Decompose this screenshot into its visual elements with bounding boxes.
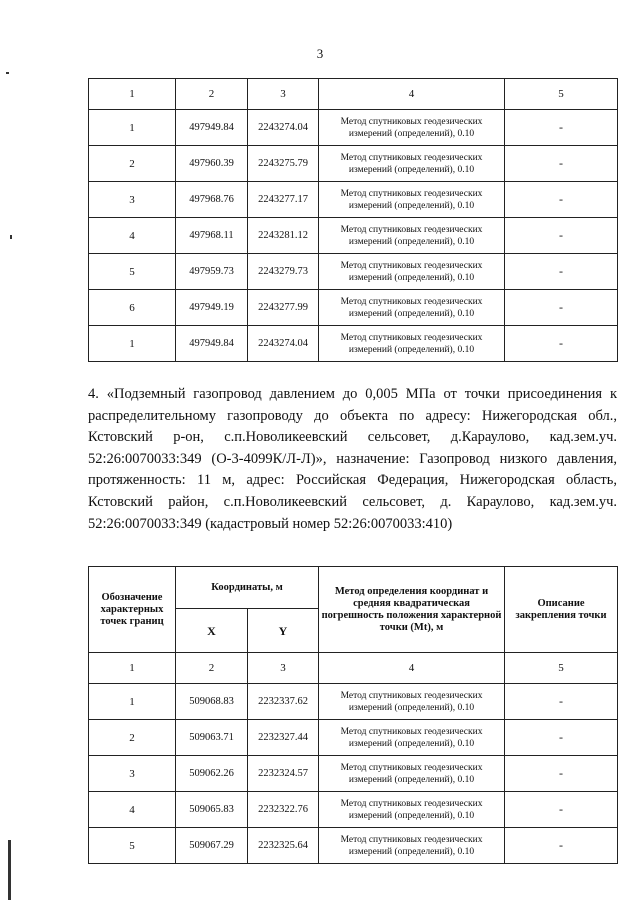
description-cell: -: [505, 720, 618, 756]
coord-x: 497968.11: [176, 218, 248, 254]
margin-mark: [6, 72, 9, 74]
method-cell: Метод спутниковых геодезических измерений (определений), 0.10: [319, 828, 505, 864]
method-cell: Метод спутниковых геодезических измерений (определений), 0.10: [319, 756, 505, 792]
point-id: 1: [89, 326, 176, 362]
coord-y: 2243277.99: [248, 290, 319, 326]
coord-y: 2243279.73: [248, 254, 319, 290]
header-cell: 5: [505, 653, 618, 684]
method-column-header: Метод определения координат и средняя квадратическая погрешность положения характерной точки (Mt), м: [319, 567, 505, 653]
description-cell: -: [505, 290, 618, 326]
point-id: 2: [89, 146, 176, 182]
coord-y: 2243277.17: [248, 182, 319, 218]
point-id: 1: [89, 684, 176, 720]
header-cell: 1: [89, 653, 176, 684]
coord-x: 509065.83: [176, 792, 248, 828]
description-cell: -: [505, 756, 618, 792]
table-row: [89, 756, 618, 792]
point-id: 5: [89, 828, 176, 864]
description-cell: -: [505, 182, 618, 218]
coord-y: 2232324.57: [248, 756, 319, 792]
coord-y: 2243281.12: [248, 218, 319, 254]
coord-y: 2232327.44: [248, 720, 319, 756]
x-column-header: X: [176, 609, 248, 653]
description-cell: -: [505, 218, 618, 254]
point-id: 4: [89, 218, 176, 254]
coord-x: 497949.19: [176, 290, 248, 326]
method-cell: Метод спутниковых геодезических измерений (определений), 0.10: [319, 146, 505, 182]
point-id: 2: [89, 720, 176, 756]
coords-column-header: Координаты, м: [176, 567, 319, 609]
description-column-header: Описание закрепления точки: [505, 567, 618, 653]
coordinates-table-2: [88, 566, 618, 864]
table-row: [89, 720, 618, 756]
header-cell: 3: [248, 653, 319, 684]
margin-mark: [10, 235, 12, 239]
y-column-header: Y: [248, 609, 319, 653]
coord-x: 497960.39: [176, 146, 248, 182]
table-row: [89, 326, 618, 362]
coord-y: 2243274.04: [248, 326, 319, 362]
table-header-row: [89, 79, 618, 110]
description-cell: -: [505, 254, 618, 290]
page-number: 3: [316, 46, 324, 61]
method-cell: Метод спутниковых геодезических измерений (определений), 0.10: [319, 684, 505, 720]
description-cell: -: [505, 684, 618, 720]
description-cell: -: [505, 146, 618, 182]
description-cell: -: [505, 326, 618, 362]
table-header-row: [89, 653, 618, 684]
header-cell: 1: [89, 79, 176, 110]
coord-x: 509062.26: [176, 756, 248, 792]
description-cell: -: [505, 828, 618, 864]
section-4-paragraph: 4. «Подземный газопровод давлением до 0,005 МПа от точки присоединения к распределительному газопроводу до объекта по адресу: Нижегородская обл., Кстовский р-он, с.п.Новоликеевский сельсовет, д.Караулово, кад.зем.уч. 52:26:0070033:349 (О-3-4099К/Л-Л)», назначение: Газопровод низкого давления, протяженность: 11 м, адрес: Российская Федерация, Нижегородская область, Кстовский район, с.п.Новоликеевский сельсовет, д. Караулово, кад.зем.уч. 52:26:0070033:349 (кадастровый номер 52:26:0070033:410): [88, 386, 617, 532]
table-row: [89, 218, 618, 254]
coord-x: 497959.73: [176, 254, 248, 290]
header-cell: 4: [319, 653, 505, 684]
table-row: [89, 110, 618, 146]
coord-y: 2232322.76: [248, 792, 319, 828]
coord-y: 2243274.04: [248, 110, 319, 146]
method-cell: Метод спутниковых геодезических измерений (определений), 0.10: [319, 720, 505, 756]
coord-x: 509063.71: [176, 720, 248, 756]
coordinates-table-1: [88, 78, 618, 362]
method-cell: Метод спутниковых геодезических измерений (определений), 0.10: [319, 182, 505, 218]
coord-y: 2232325.64: [248, 828, 319, 864]
point-id: 6: [89, 290, 176, 326]
method-cell: Метод спутниковых геодезических измерений (определений), 0.10: [319, 218, 505, 254]
table-row: [89, 828, 618, 864]
point-id: 4: [89, 792, 176, 828]
margin-mark: [8, 840, 11, 900]
point-id: 3: [89, 756, 176, 792]
header-cell: 3: [248, 79, 319, 110]
table-row: [89, 792, 618, 828]
header-cell: 2: [176, 79, 248, 110]
table-row: [89, 684, 618, 720]
header-cell: 4: [319, 79, 505, 110]
coord-x: 497949.84: [176, 110, 248, 146]
point-id: 1: [89, 110, 176, 146]
table-row: [89, 290, 618, 326]
table-row: [89, 254, 618, 290]
table-row: [89, 146, 618, 182]
coord-x: 497949.84: [176, 326, 248, 362]
point-id: 5: [89, 254, 176, 290]
table-row: [89, 182, 618, 218]
method-cell: Метод спутниковых геодезических измерений (определений), 0.10: [319, 110, 505, 146]
coord-x: 509067.29: [176, 828, 248, 864]
method-cell: Метод спутниковых геодезических измерений (определений), 0.10: [319, 290, 505, 326]
method-cell: Метод спутниковых геодезических измерений (определений), 0.10: [319, 254, 505, 290]
description-cell: -: [505, 110, 618, 146]
method-cell: Метод спутниковых геодезических измерений (определений), 0.10: [319, 792, 505, 828]
coord-x: 509068.83: [176, 684, 248, 720]
description-cell: -: [505, 792, 618, 828]
method-cell: Метод спутниковых геодезических измерений (определений), 0.10: [319, 326, 505, 362]
header-cell: 5: [505, 79, 618, 110]
coord-y: 2243275.79: [248, 146, 319, 182]
coord-y: 2232337.62: [248, 684, 319, 720]
table-head-row: [89, 567, 618, 609]
header-cell: 2: [176, 653, 248, 684]
coord-x: 497968.76: [176, 182, 248, 218]
point-id: 3: [89, 182, 176, 218]
points-column-header: Обозначение характерных точек границ: [89, 567, 176, 653]
